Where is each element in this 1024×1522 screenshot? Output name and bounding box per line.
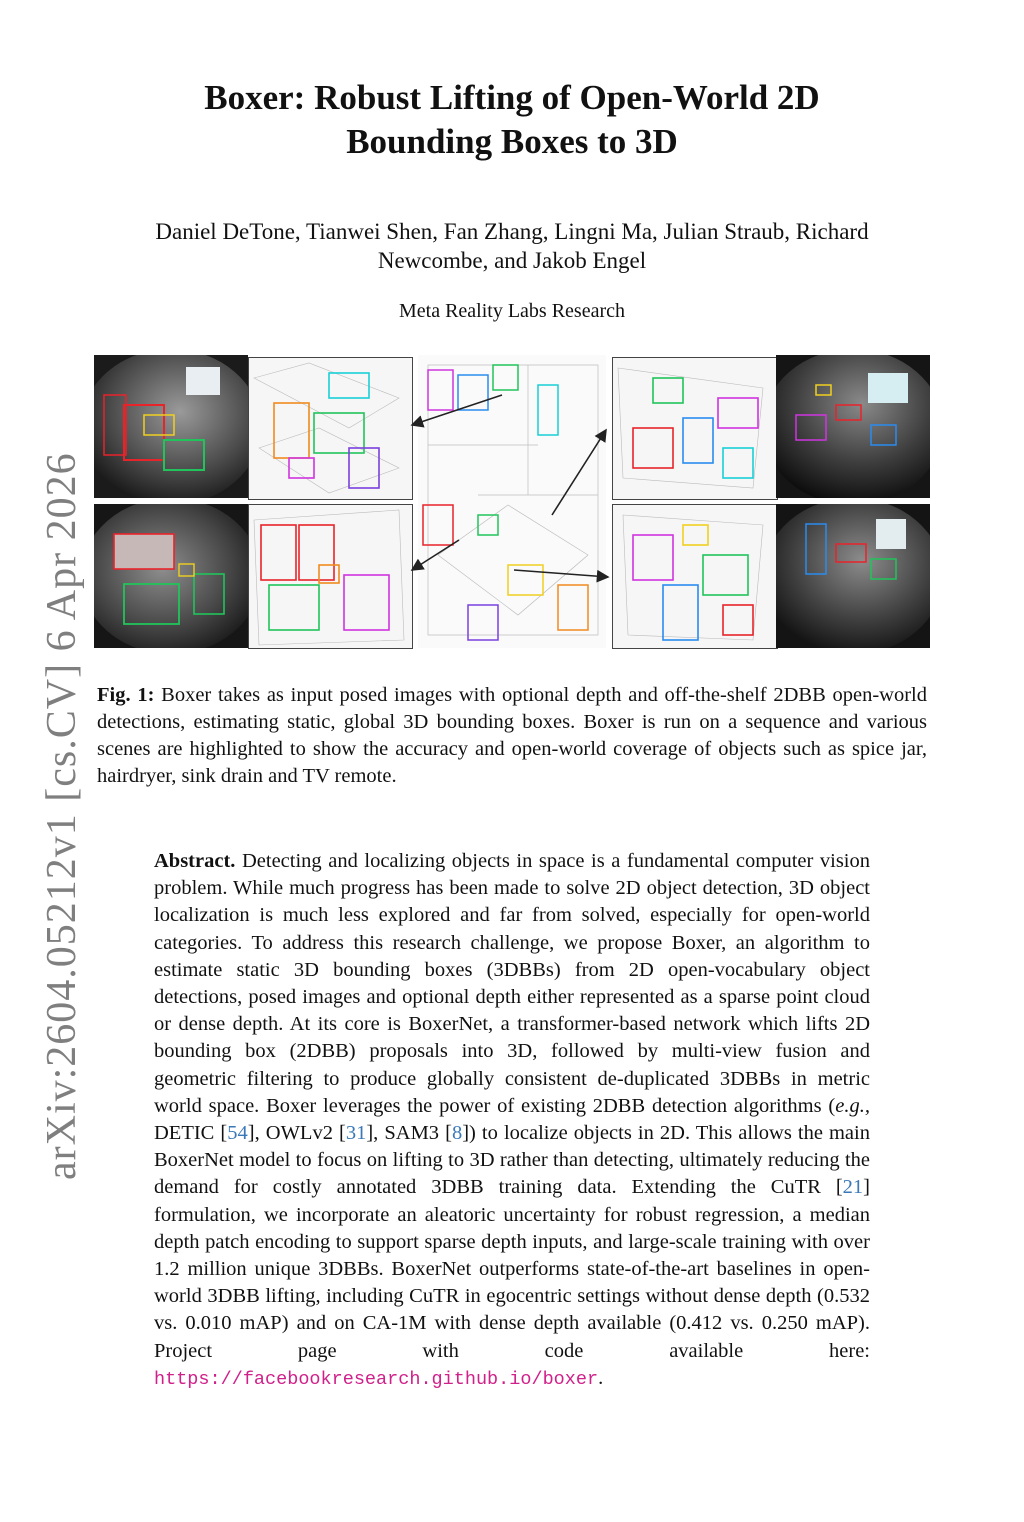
arrow-to-top-right-view [552, 430, 606, 515]
affiliation: Meta Reality Labs Research [398, 300, 626, 322]
author-list [88, 217, 936, 275]
figure-caption [97, 682, 927, 790]
project-page-link[interactable]: https://facebookresearch.github.io/boxer [154, 1368, 599, 1390]
abstract-text-2: DETIC [ [154, 1122, 228, 1145]
abstract-text-5: ]) to localize objects in 2D. This allows the main BoxerNet model to focus on lifting to 3D rather than detecting, ultimately reducing the demand for costly annotated 3DBB training data. Extending the CuTR [ [154, 1122, 870, 1199]
citation-link-31[interactable]: 31 [345, 1122, 367, 1145]
citation-link-54[interactable]: 54 [227, 1122, 248, 1145]
arrow-to-bottom-right-view [514, 570, 608, 577]
abstract-text-1: Detecting and localizing objects in space is a fundamental computer vision problem. While much progress has been made to solve 2D object detection, 3D object localization is much less explored and far from solved, especially for open-world categories. To address this research challenge, we propose Boxer, an algorithm to estimate static 3D bounding boxes (3DBBs) from 2D open-vocabulary object detections, posed images and optional depth either represented as a sparse point cloud or dense depth. At its core is BoxerNet, a transformer-based network which lifts 2D bounding box (2DBB) proposals into 3D, followed by multi-view fusion and geometric filtering to produce globally consistent de-duplicated 3DBBs in metric world space. Boxer leverages the power of existing 2DBB detection algorithms ( [154, 850, 870, 1117]
citation-link-21[interactable]: 21 [842, 1176, 864, 1199]
arrow-to-top-left-view [412, 395, 502, 425]
figure-caption-text: Boxer takes as input posed images with optional depth and off-the-shelf 2DBB open-world detections, estimating static, global 3D bounding boxes. Boxer is run on a sequence and various scenes are highlighted to show the accuracy and open-world coverage of objects such as spice jar, hairdryer, sink drain and TV remote. [97, 684, 928, 787]
abstract-text-6: ] formulation, we incorporate an aleatoric uncertainty for robust regression, a median depth patch encoding to support sparse depth inputs, and large-scale training with over 1.2 million unique 3DBBs. BoxerNet outperforms state-of-the-art baselines in open-world 3DBB lifting, including CuTR in egocentric settings without dense depth (0.532 vs. 0.010 mAP) and on CA-1M with dense depth available (0.412 vs. 0.250 mAP). Project page with code available here: [154, 1176, 870, 1362]
arxiv-stamp: arXiv:2604.05212v1 [cs.CV] 6 Apr 2026 [39, 452, 85, 1180]
teaser-figure [94, 355, 930, 648]
abstract-text-3: ], OWLv2 [ [247, 1122, 346, 1145]
abstract-eg: e.g., [835, 1094, 870, 1117]
authors-line-1: Daniel DeTone, Tianwei Shen, Fan Zhang, Lingni Ma, Julian Straub, Richard [155, 219, 869, 244]
abstract [154, 848, 870, 1393]
title-line-2: Bounding Boxes to 3D [346, 122, 678, 161]
arrow-to-bottom-left-view [412, 540, 459, 570]
abstract-end: . [598, 1366, 604, 1389]
abstract-text-4: ], SAM3 [ [366, 1122, 452, 1145]
authors-line-2: Newcombe, and Jakob Engel [377, 248, 647, 273]
abstract-label: Abstract. [154, 850, 236, 872]
figure-label: Fig. 1: [97, 684, 155, 706]
figure-arrows [94, 355, 930, 648]
paper-title [130, 76, 894, 164]
citation-link-8[interactable]: 8 [451, 1122, 463, 1145]
title-line-1: Boxer: Robust Lifting of Open-World 2D [204, 78, 820, 117]
